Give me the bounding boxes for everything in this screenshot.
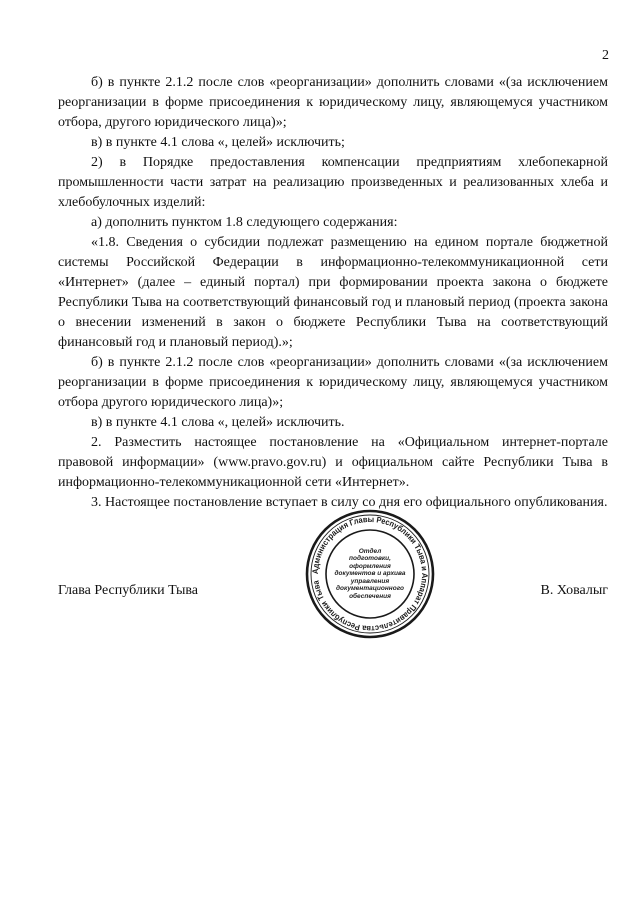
signer-title: Глава Республики Тыва — [58, 583, 199, 598]
paragraph-1b: б) в пункте 2.1.2 после слов «реорганизации» дополнить словами «(за исключением реорганизации в форме присоединения к юридическому лицу, являющемуся участником отбора, другого юридического лица)»; — [58, 75, 608, 130]
stamp-line: обеспечения — [349, 592, 391, 600]
signer-name: В. Ховалыг — [540, 583, 608, 598]
paragraph-section-3: 3. Настоящее постановление вступает в силу со дня его официального опубликования. — [91, 495, 608, 510]
stamp-line: оформления — [349, 562, 391, 570]
paragraph-section-2: 2. Разместить настоящее постановление на «Официальном интернет-портале правовой информации» (www.pravo.gov.ru) и официальном сайте Республики Тыва в информационно-телекоммуникационной сети «Интернет». — [58, 435, 608, 490]
stamp-line: управления — [350, 577, 390, 585]
document-body — [58, 73, 608, 513]
stamp-center-text — [332, 536, 408, 612]
stamp-line: Отдел — [358, 547, 382, 555]
official-stamp — [304, 508, 436, 640]
stamp-line: подготовки, — [349, 555, 391, 563]
paragraph-2b: б) в пункте 2.1.2 после слов «реорганизации» дополнить словами «(за исключением реорганизации в форме присоединения к юридическому лицу, являющемуся участником отбора другого юридического лица)»; — [58, 355, 608, 410]
stamp-line: документационного — [336, 585, 404, 593]
paragraph-2a: а) дополнить пунктом 1.8 следующего содержания: — [91, 215, 398, 230]
paragraph-2v: в) в пункте 4.1 слова «, целей» исключить. — [91, 415, 345, 430]
paragraph-quote-1-8: «1.8. Сведения о субсидии подлежат размещению на едином портале бюджетной системы Российской Федерации в информационно-телекоммуникационной сети «Интернет» (далее – единый портал) при формировании проекта закона о бюджете Республики Тыва на соответствующий финансовый год и плановый период (проекта закона о внесении изменений в закон о бюджете Республики Тыва на соответствующий финансовый год и плановый период).»; — [58, 235, 608, 350]
stamp-line: документов и архива — [334, 570, 406, 578]
paragraph-2-intro: 2) в Порядке предоставления компенсации предприятиям хлебопекарной промышленности части затрат на реализацию произведенных и реализованных хлеба и хлебобулочных изделий: — [58, 155, 608, 210]
stamp-ring-textpath: Администрация Главы Республики Тыва и Аппарат Правительства Республики Тыва — [310, 514, 430, 634]
paragraph-1v: в) в пункте 4.1 слова «, целей» исключить; — [91, 135, 345, 150]
page-number: 2 — [602, 48, 609, 63]
